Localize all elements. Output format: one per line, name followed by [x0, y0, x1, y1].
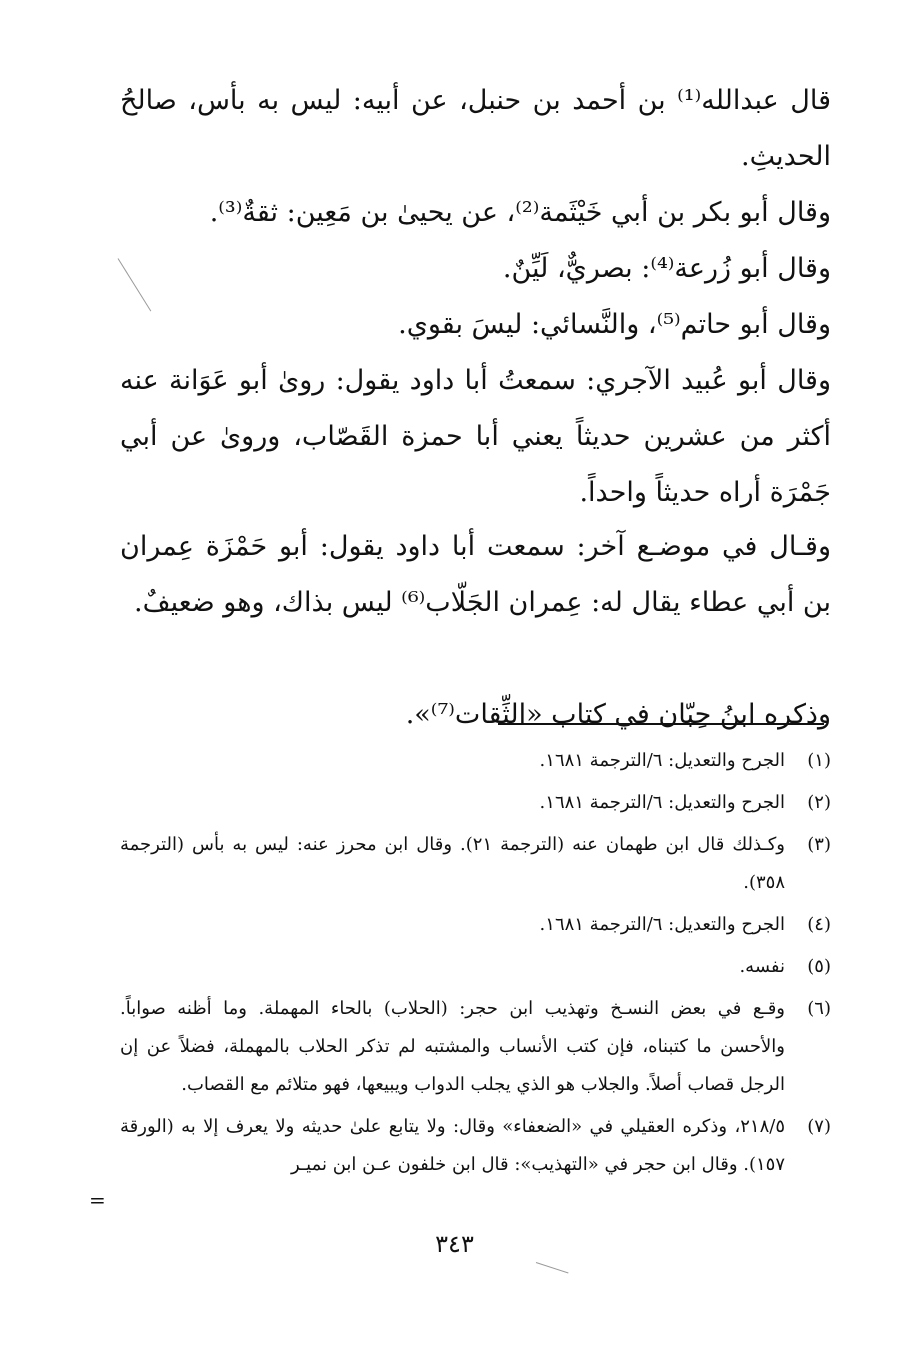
page-number: ٣٤٣ [435, 1230, 474, 1258]
footnote [120, 1108, 831, 1184]
footnote-number: (٣) [807, 834, 831, 855]
footnote-number: (٥) [807, 956, 831, 977]
footnote-text: الجرح والتعديل: ٦/الترجمة ١٦٨١. [539, 792, 785, 813]
footnote-divider [498, 723, 824, 725]
footnote [120, 948, 831, 986]
footnote-text: الجرح والتعديل: ٦/الترجمة ١٦٨١. [539, 750, 785, 771]
footnote-number: (٢) [807, 792, 831, 813]
body-paragraph: وذكره ابنُ حِبّان في كتاب «الثِّقات⁽⁷⁾». [405, 699, 831, 730]
continuation-mark: = [89, 1188, 106, 1212]
footnotes-section [120, 742, 831, 1188]
body-paragraph: وقال أبو بكر بن أبي خَيْثَمة⁽²⁾، عن يحيىٰ بن مَعِين: ثقةٌ⁽³⁾. [209, 197, 831, 228]
body-paragraph: وقال أبو زُرعة⁽⁴⁾: بصريٌّ، لَيِّنٌ. [502, 253, 831, 284]
footnote-text: وقـع في بعض النسـخ وتهذيب ابن حجر: (الحلاب) بالحاء المهملة. وما أظنه صواباً. والأحسن ما كتبناه، فإن كتب الأنساب والمشتبه لم تذكر الحلاب بالمهملة، فضلاً عن إن الرجل قصاب أصلاً. والجلاب هو الذي يجلب الدواب ويبيعها، فهو متلائم مع القصاب. [120, 998, 785, 1095]
footnote [120, 906, 831, 944]
footnote-text: وكـذلك قال ابن طهمان عنه (الترجمة ٢١). وقال ابن محرز عنه: ليس به بأس (الترجمة ٣٥٨). [120, 834, 785, 893]
footnote-number: (٤) [807, 914, 831, 935]
footnote-number: (٧) [807, 1116, 831, 1137]
footnote [120, 784, 831, 822]
body-paragraph: قال عبدالله⁽¹⁾ بن أحمد بن حنبل، عن أبيه: ليس به بأس، صالحُ الحديثِ. [120, 85, 831, 172]
footnote-number: (١) [807, 750, 831, 771]
body-paragraph: وقـال في موضـع آخر: سمعت أبا داود يقول: أبو حَمْزَة عِمران بن أبي عطاء يقال له: عِمران الجَلّاب⁽⁶⁾ ليس بذاك، وهو ضعيفٌ. [120, 531, 831, 618]
scan-mark [536, 1262, 569, 1273]
footnote-text: ٢١٨/٥، وذكره العقيلي في «الضعفاء» وقال: ولا يتابع علىٰ حديثه ولا يعرف إلا به (الورقة ١٥٧). وقال ابن حجر في «التهذيب»: قال ابن خلفون عـن ابن نميـر [120, 1116, 785, 1175]
body-paragraph: وقال أبو عُبيد الآجري: سمعتُ أبا داود يقول: روىٰ أبو عَوَانة عنه أكثر من عشرين حديثاً يعني أبا حمزة القَصّاب، وروىٰ عن أبي جَمْرَة أراه حديثاً واحداً. [120, 365, 831, 508]
footnote-text: نفسه. [739, 956, 785, 977]
footnote [120, 990, 831, 1104]
footnote-number: (٦) [807, 998, 831, 1019]
footnote-text: الجرح والتعديل: ٦/الترجمة ١٦٨١. [539, 914, 785, 935]
footnote [120, 826, 831, 902]
body-paragraph: وقال أبو حاتم⁽⁵⁾، والنَّسائي: ليسَ بقوي. [398, 309, 831, 340]
footnote [120, 742, 831, 780]
